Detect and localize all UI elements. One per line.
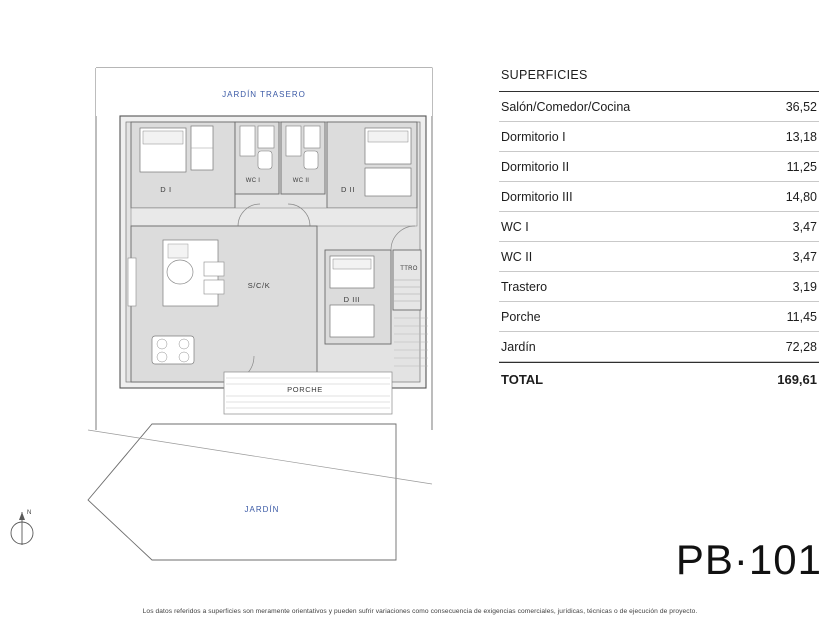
bedroom-1-label: D I [160,185,172,194]
surfaces-row-label: Salón/Comedor/Cocina [501,100,631,114]
porch-label: PORCHE [287,385,323,394]
surfaces-row [499,332,819,362]
surfaces-total-row [499,362,819,394]
wc-2-label: WC II [292,178,310,184]
surfaces-table [499,68,819,394]
surfaces-title: SUPERFICIES [499,68,819,92]
bedroom-1-room [131,122,235,208]
wc-1-room [235,122,279,194]
bedroom-3-label: D III [343,295,361,304]
bedroom-2-room [327,122,417,208]
north-label: N [27,510,32,516]
toilet-icon [258,151,272,169]
armchair-icon [167,260,193,284]
surfaces-row-value: 11,45 [786,310,817,324]
surfaces-row [499,302,819,332]
surfaces-row [499,272,819,302]
toilet-icon [304,151,318,169]
surfaces-total-label: TOTAL [501,372,544,387]
surfaces-row-label: Dormitorio III [501,190,573,204]
storage-room [393,250,421,310]
shower-icon [240,126,255,156]
front-garden-area [88,424,432,560]
surfaces-row [499,182,819,212]
rear-garden-area [96,68,432,116]
surfaces-row [499,242,819,272]
footer-disclaimer: Los datos referidos a superficies son meramente orientativos y pueden sufrir variaciones como consecuencia de exigencias comerciales, jurídicas, técnicas o de ejecución de proyecto. [142,608,698,615]
kitchen-counter-icon [128,258,136,306]
surfaces-row-value: 36,52 [785,100,817,114]
surfaces-row-value: 3,47 [792,220,817,234]
wardrobe-icon [365,168,411,196]
surfaces-row-label: Dormitorio II [501,160,570,174]
surfaces-row-label: Trastero [501,280,548,294]
wardrobe-icon [330,305,374,337]
surfaces-row-label: Porche [501,310,541,324]
surfaces-row-value: 14,80 [785,190,817,204]
sink-icon [258,126,274,148]
living-kitchen-label: S/C/K [247,281,271,290]
surfaces-row-value: 72,28 [785,340,817,354]
front-garden-label: JARDÍN [244,505,280,514]
surfaces-row [499,122,819,152]
sink-icon [304,126,320,148]
surfaces-rows [499,92,819,362]
surfaces-row-value: 11,25 [786,160,817,174]
wc-2-room [281,122,325,194]
surfaces-total-value: 169,61 [777,372,817,387]
surfaces-row [499,92,819,122]
shower-icon [286,126,301,156]
surfaces-row-label: Jardín [501,340,536,354]
surfaces-row [499,152,819,182]
bedroom-2-label: D II [340,185,356,194]
living-kitchen-room [128,226,317,382]
plan-code: PB·101 [675,536,822,583]
rear-garden-label: JARDÍN TRASERO [222,90,306,99]
wc-1-label: WC I [245,178,261,184]
surfaces-row-label: Dormitorio I [501,130,566,144]
surfaces-row-label: WC II [501,250,533,264]
surfaces-row [499,212,819,242]
north-compass-icon [11,510,33,545]
porch-area [224,372,392,414]
surfaces-row-value: 13,18 [785,130,817,144]
surfaces-row-value: 3,47 [792,250,817,264]
surfaces-row-value: 3,19 [792,280,817,294]
surfaces-row-label: WC I [501,220,529,234]
storage-label: TTRO [400,266,418,272]
